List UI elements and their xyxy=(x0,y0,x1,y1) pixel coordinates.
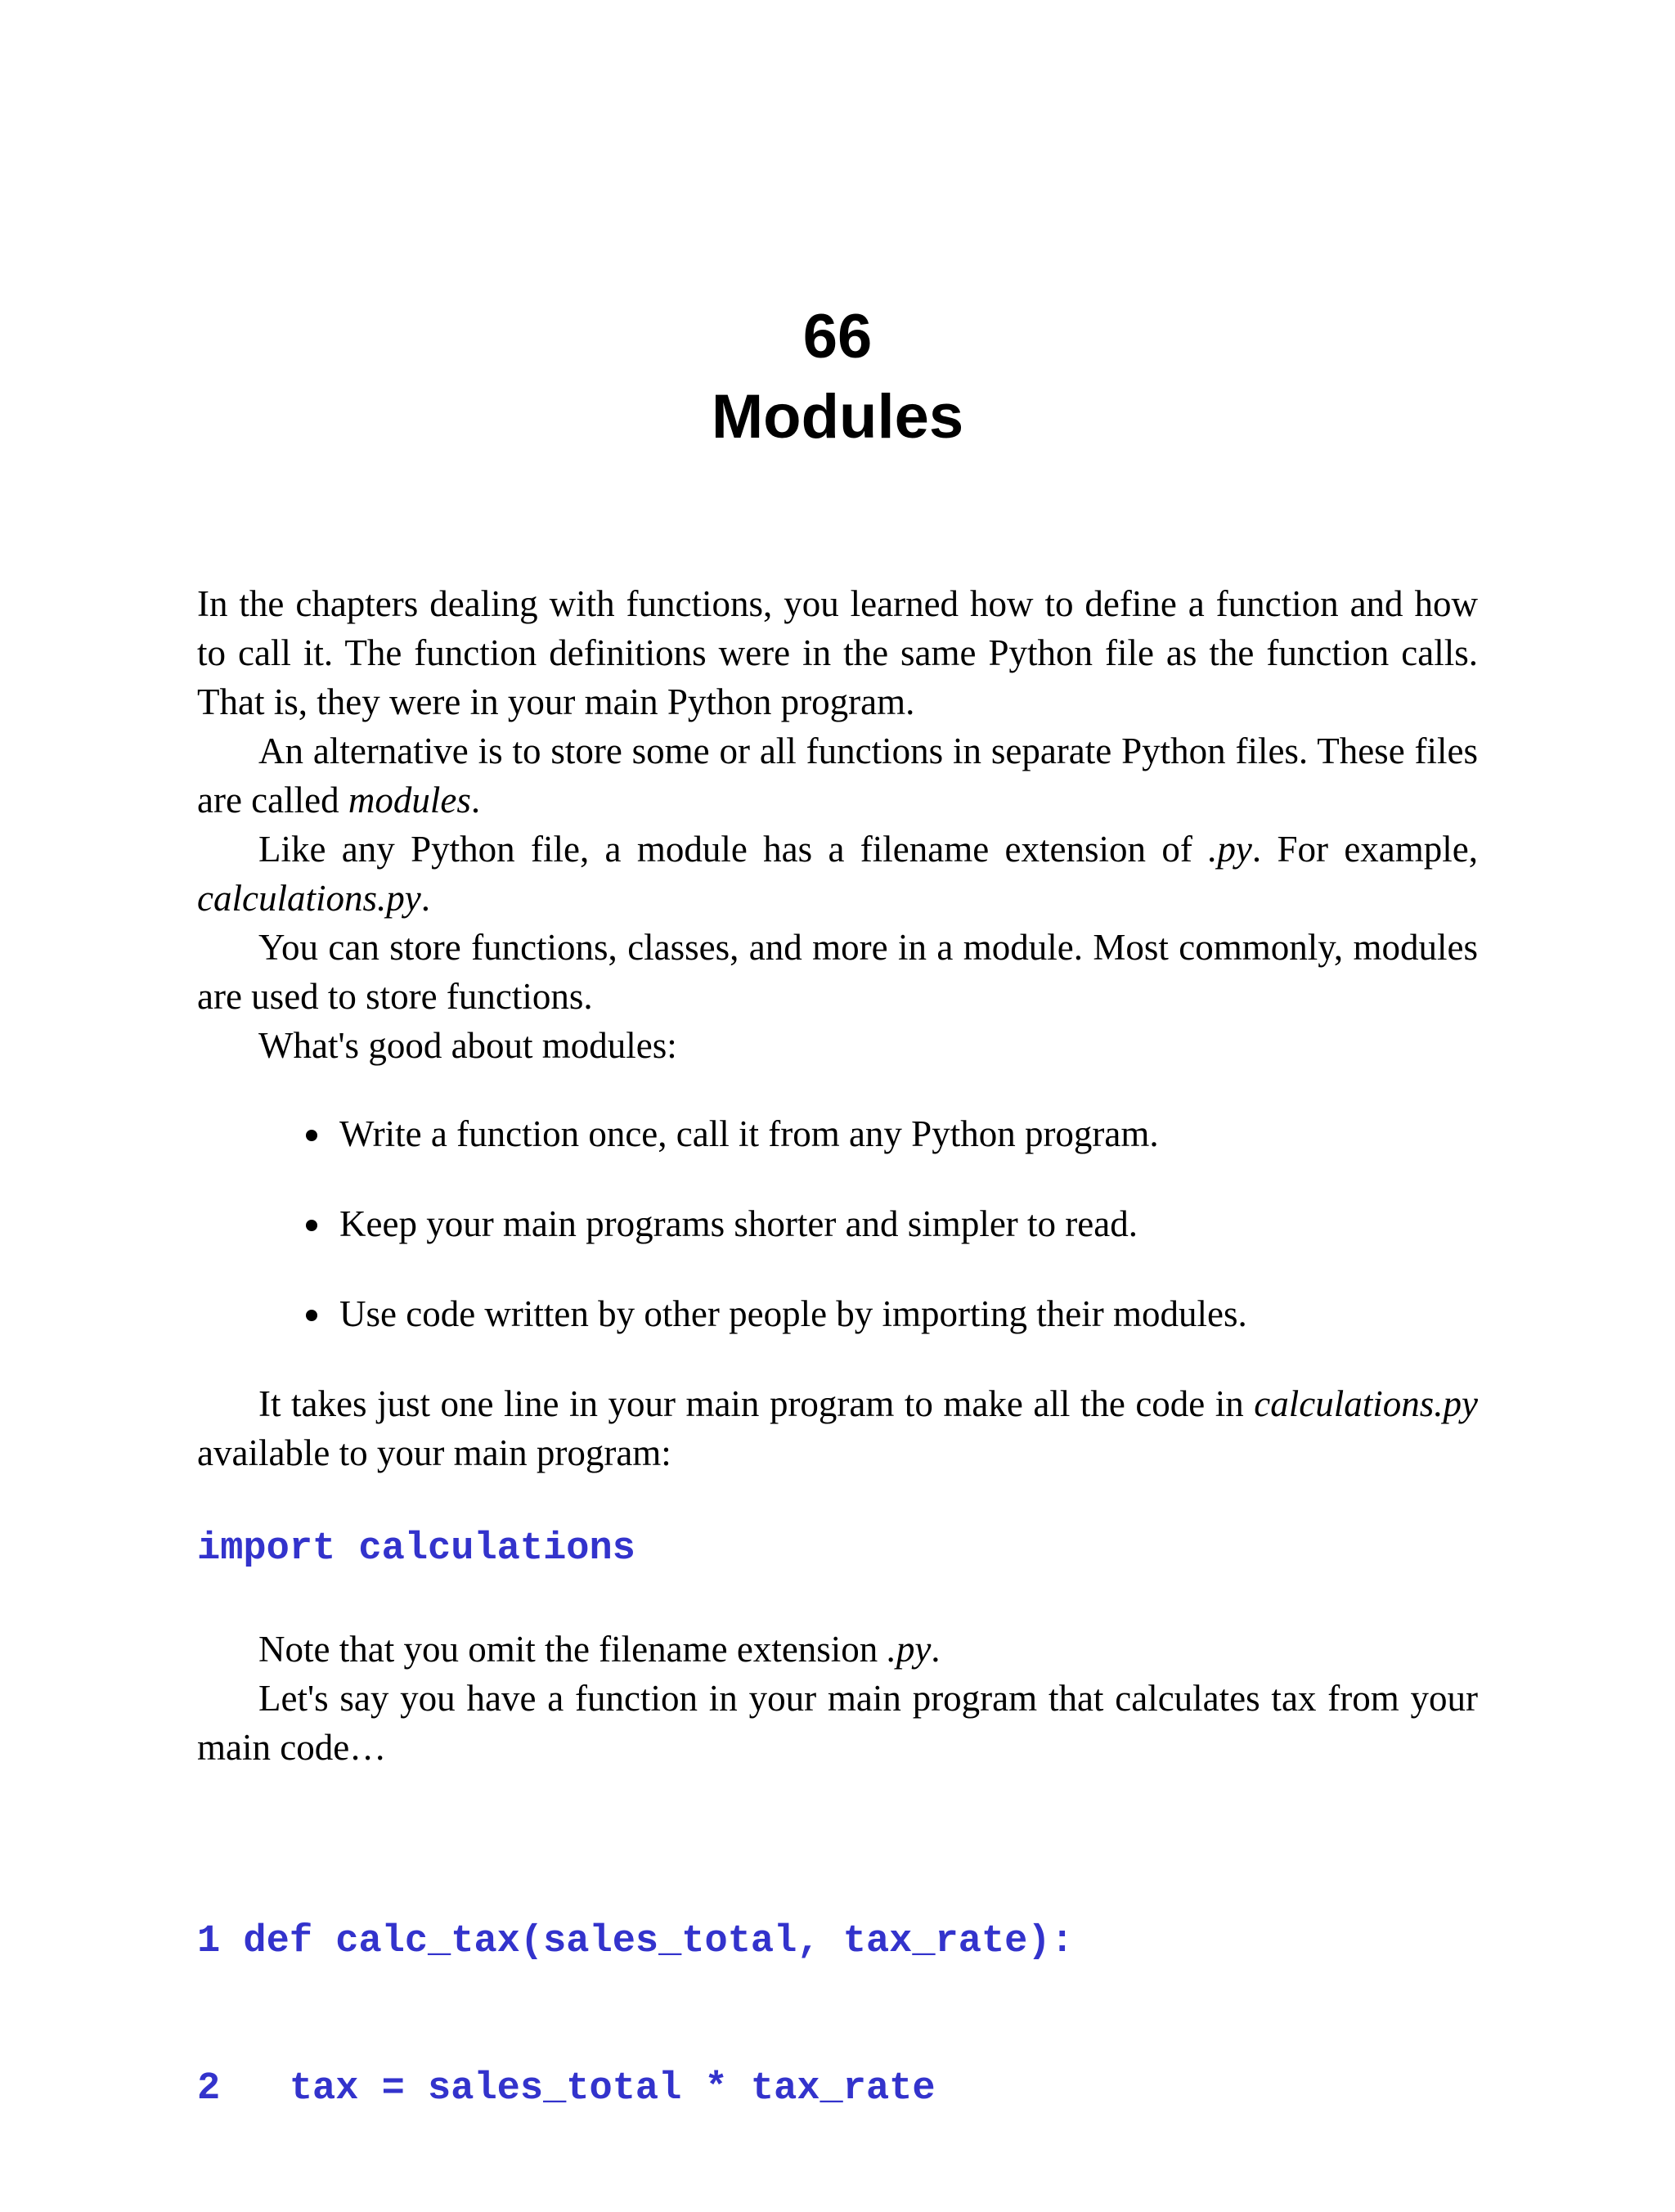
list-item xyxy=(197,1289,1478,1338)
code-line xyxy=(197,2065,1478,2114)
paragraph-lets-say: Let's say you have a function in your main program that calculates tax from your main code… xyxy=(197,1678,1478,1768)
emphasis-py: .py xyxy=(887,1629,932,1670)
paragraph-text: . For example, xyxy=(1251,829,1479,870)
bullet-list xyxy=(197,1109,1478,1338)
line-number: 2 xyxy=(197,2067,221,2111)
paragraph-text: . xyxy=(470,780,481,821)
emphasis-py: .py xyxy=(1208,829,1252,870)
code-block xyxy=(197,1819,1478,2212)
line-number: 1 xyxy=(197,1920,221,1963)
paragraph-extension xyxy=(197,825,1478,923)
paragraph-text: An alternative is to store some or all functions in separate Python files. These files are called xyxy=(197,731,1478,821)
paragraph-text: Note that you omit the filename extension xyxy=(258,1629,887,1670)
code-line xyxy=(197,1918,1478,1967)
chapter-body xyxy=(197,579,1478,2212)
paragraph-text: . xyxy=(931,1629,941,1670)
chapter-number: 66 xyxy=(802,302,873,371)
list-item-text: Keep your main programs shorter and simpler to read. xyxy=(339,1203,1138,1244)
emphasis-filename: calculations.py xyxy=(1254,1383,1478,1424)
bullet-icon xyxy=(306,1310,317,1321)
bullet-icon xyxy=(306,1220,317,1231)
paragraph-text: available to your main program: xyxy=(197,1432,671,1473)
code-text: tax = sales_total * tax_rate xyxy=(220,2067,936,2111)
list-item-text: Write a function once, call it from any Python program. xyxy=(339,1113,1159,1154)
paragraph-text: It takes just one line in your main program to make all the code in xyxy=(258,1383,1255,1424)
emphasis-modules: modules xyxy=(348,780,471,821)
paragraph-one-line xyxy=(197,1379,1478,1477)
list-item xyxy=(197,1199,1478,1248)
paragraph-alternative xyxy=(197,726,1478,825)
code-text: def calc_tax(sales_total, tax_rate): xyxy=(220,1920,1074,1963)
code-import: import calculations xyxy=(197,1527,635,1571)
list-item-text: Use code written by other people by importing their modules. xyxy=(339,1293,1247,1334)
paragraph-store: You can store functions, classes, and more in a module. Most commonly, modules are used to store functions. xyxy=(197,927,1478,1017)
paragraph-omit xyxy=(197,1625,1478,1674)
paragraph-good: What's good about modules: xyxy=(258,1025,677,1066)
chapter-title: Modules xyxy=(711,382,964,452)
list-item xyxy=(197,1109,1478,1158)
bullet-icon xyxy=(306,1130,317,1141)
paragraph-text: Like any Python file, a module has a filename extension of xyxy=(258,829,1209,870)
emphasis-filename: calculations.py xyxy=(197,878,421,919)
paragraph-intro: In the chapters dealing with functions, you learned how to define a function and how to call it. The function definitions were in the same Python file as the function calls. That is, they were in your main Python program. xyxy=(197,583,1478,722)
paragraph-text: . xyxy=(420,878,430,919)
